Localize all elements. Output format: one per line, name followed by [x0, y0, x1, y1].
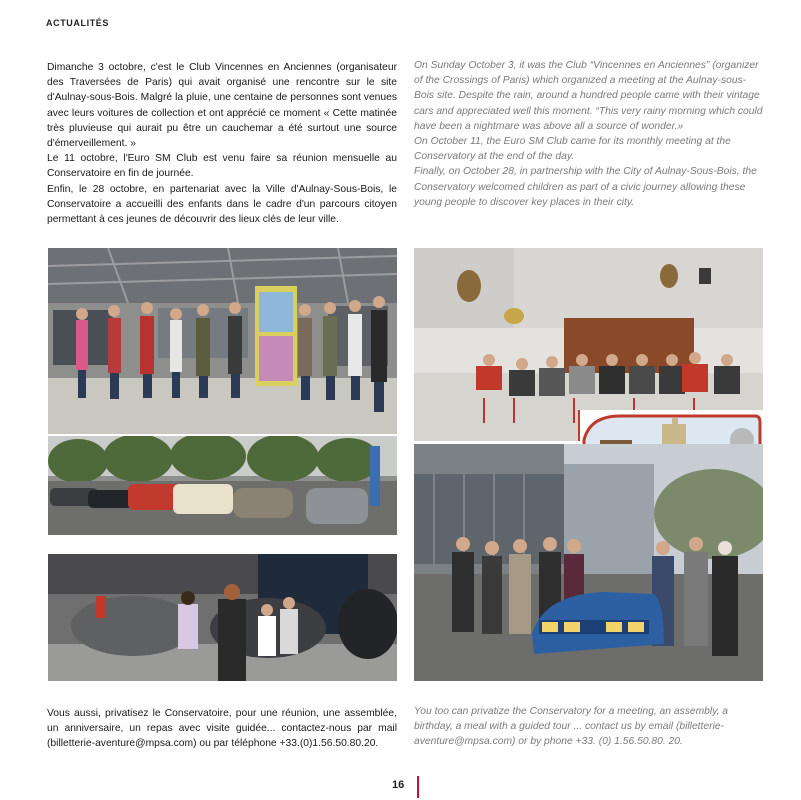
page-number: 16 [392, 779, 405, 791]
photo-children-visit [48, 554, 397, 681]
photo-vintage-cars-outdoors [48, 436, 397, 535]
french-contact-text [47, 706, 397, 752]
section-heading: ACTUALITÉS [46, 18, 109, 28]
photo-sm-car-group-outdoors [414, 444, 763, 681]
french-contact-paragraph: Vous aussi, privatisez le Conservatoire, pour une réunion, une assemblée, un anniversaire, un repas avec visite guidée... contactez-nous par mail (billetterie-aventure@mpsa.com) ou par téléphone +33.(0)1.56.50.80.20. [47, 708, 397, 750]
french-paragraph-1: Dimanche 3 octobre, c'est le Club Vincennes en Anciennes (organisateur des Traversées de Paris) qui avait organisé une rencontre sur le site d'Aulnay-sous-Bois. Malgré la pluie, une centaine de personnes sont venues avec leurs voitures de collection et ont apprécié ce moment « Cette matinée très pluvieuse qui aurait pu être un cauchemar a été surtout une source d'émerveillement. » [47, 62, 397, 150]
photo-club-group-hall [48, 248, 397, 434]
english-contact-paragraph: You too can privatize the Conservatory for a meeting, an assembly, a birthday, a meal with a guided tour ... contact us by email (billetterie-aventure@mpsa.com) or by phone +33. (0) 1.56.50.80. 20. [414, 706, 729, 748]
english-contact-text [414, 704, 764, 750]
english-paragraph-1: On Sunday October 3, it was the Club “Vincennes en Anciennes” (organizer of the Crossings of Paris) which organized a meeting at the Aulnay-sous-Bois site. Despite the rain, around a hundred people came with their vintage cars and appreciated well this moment. “This very rainy morning which could have been a nightmare was above all a source of wonder.» [414, 60, 763, 132]
french-paragraph-3: Enfin, le 28 octobre, en partenariat avec la Ville d'Aulnay-Sous-Bois, le Conservatoire a accueilli des enfants dans le cadre d'un parcours citoyen permettant à ces jeunes de découvrir des lieux clés de leur ville. [47, 183, 397, 226]
page-number-accent-bar [417, 776, 419, 798]
french-paragraph-2: Le 11 octobre, l'Euro SM Club est venu faire sa réunion mensuelle au Conservatoire en fin de journée. [47, 153, 397, 180]
english-intro-text [414, 58, 764, 210]
french-intro-text [47, 60, 397, 227]
english-paragraph-3: Finally, on October 28, in partnership with the City of Aulnay-Sous-Bois, the Conservatory welcomed children as part of a civic journey allowing these young people to discover key places in their city. [414, 166, 757, 208]
english-paragraph-2: On October 11, the Euro SM Club came for its monthly meeting at the Conservatory at the end of the day. [414, 136, 731, 163]
